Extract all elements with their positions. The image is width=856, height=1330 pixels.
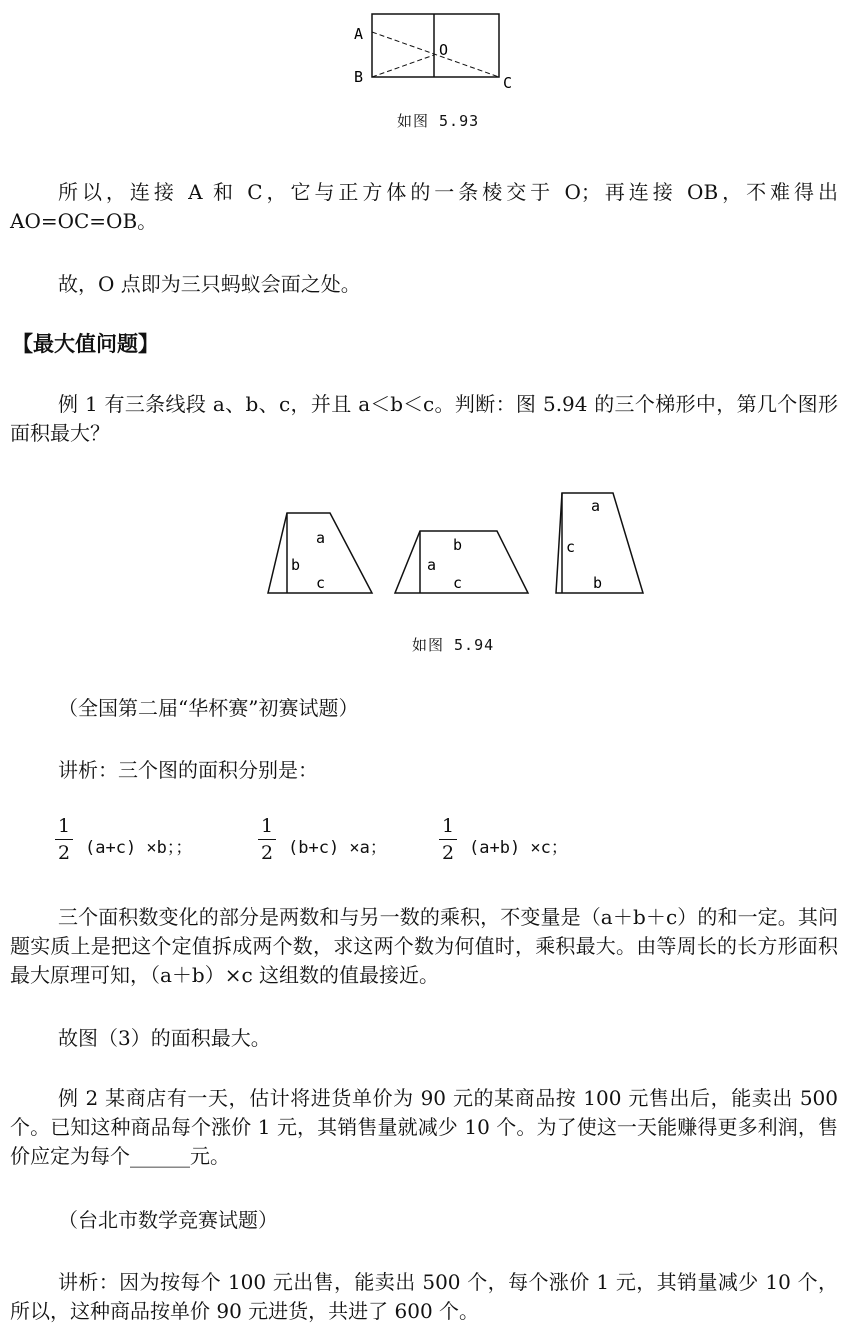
fraction-1: 1 2 [55,815,73,864]
rectangle [372,14,499,77]
figure-5-93-caption: 如图 5.93 [397,112,480,130]
trap2-label-side: a [427,556,437,574]
trap1-label-side: b [291,556,301,574]
analysis-2: 三个面积数变化的部分是两数和与另一数的乘积，不变量是（a＋b＋c）的和一定。其问题实质上是把这个定值拆成两个数，求这两个数为何值时，乘积最大。由等周长的长方形面积最大原理可知，（a＋b）×c 这组数的值最接近。 [10,905,838,987]
trap1-label-bottom: c [316,574,326,592]
conclusion-1: 故图（3）的面积最大。 [58,1026,271,1050]
trapezoid-1 [268,513,372,593]
figure-5-94-caption: 如图 5.94 [412,636,495,654]
trap2-label-bottom: c [453,574,463,592]
formula-3: (a+b) ×c； [469,838,568,858]
fraction-2: 1 2 [258,815,276,864]
label-a: A [354,25,364,43]
label-o: O [439,41,449,59]
trap3-label-top: a [591,497,601,515]
section-heading: 【最大值问题】 [12,332,159,356]
example-1: 例 1 有三条线段 a、b、c，并且 a＜b＜c。判断：图 5.94 的三个梯形中，第几个图形面积最大？ [10,392,838,445]
trap2-label-top: b [453,536,463,554]
source-1: （全国第二届“华杯赛”初赛试题） [58,696,359,720]
analysis-1: 讲析：三个图的面积分别是： [58,758,318,782]
formula-1: (a+c) ×b；； [85,838,193,858]
formula-2: (b+c) ×a； [288,838,387,858]
analysis-3: 讲析：因为按每个 100 元出售，能卖出 500 个，每个涨价 1 元，其销量减少 10 个，所以，这种商品按单价 90 元进货，共进了 600 个。 [10,1270,838,1323]
trapezoid-2 [395,531,528,593]
line-bo [372,55,434,77]
paragraph-2: 故，O 点即为三只蚂蚁会面之处。 [58,272,361,296]
figure-5-94 [260,488,650,603]
trapezoid-3 [556,493,643,593]
source-2: （台北市数学竞赛试题） [58,1208,278,1232]
trap1-label-top: a [316,529,326,547]
fraction-3: 1 2 [439,815,457,864]
trap3-label-side: c [566,538,576,556]
example-2: 例 2 某商店有一天，估计将进货单价为 90 元的某商品按 100 元售出后，能卖出 500 个。已知这种商品每个涨价 1 元，其销售量就减少 10 个。为了使这一天能赚得更多利润，售价应定为每个______元。 [10,1086,838,1168]
label-b: B [354,68,364,86]
trap3-label-bottom: b [593,574,603,592]
label-c: C [503,74,513,92]
paragraph-1: 所以，连接 A 和 C，它与正方体的一条棱交于 O；再连接 OB，不难得出 AO=OC=OB。 [10,180,838,233]
figure-5-93 [345,8,535,98]
